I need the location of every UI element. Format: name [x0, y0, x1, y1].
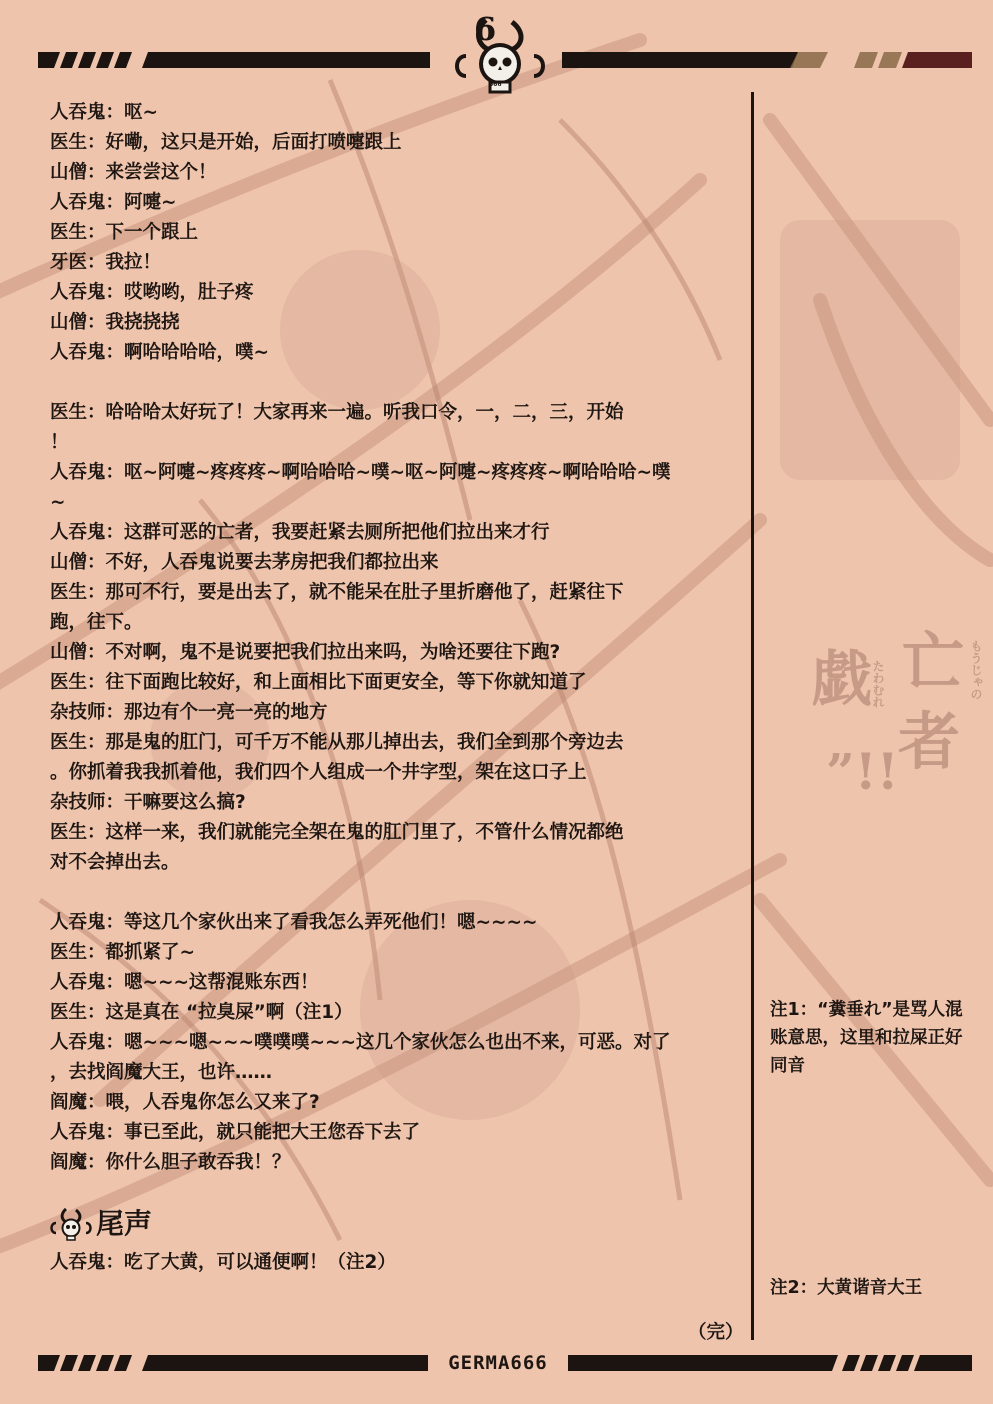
background-kanji-bou: 亡 — [902, 625, 965, 698]
page-number: 6 — [474, 10, 497, 48]
dialogue-line: 医生：这是真在 “拉臭屎”啊（注1） — [50, 1002, 353, 1023]
dialogue-line: 牙医：我拉！ — [50, 252, 162, 273]
dialogue-gap — [50, 368, 740, 398]
dialogue-line: 人吞鬼：等这几个家伙出来了看我怎么弄死他们！嗯~~~~ — [50, 912, 538, 933]
dialogue-line: 人吞鬼：嗯~~~嗯~~~噗噗噗~~~这几个家伙怎么也出不来，可恶。对了 — [50, 1032, 671, 1053]
dialogue-line: 山僧：我挠挠挠 — [50, 312, 180, 333]
background-kanji-gi: 戯 — [812, 645, 872, 715]
background-exclaim: ”!! — [826, 742, 899, 801]
dialogue-line: 杂技师：干嘛要这么搞? — [50, 792, 246, 813]
dialogue-line: 跑，往下。 — [50, 612, 143, 633]
dialogue-line: 阎魔：你什么胆子敢吞我！？ — [50, 1152, 291, 1173]
dialogue-line: ！ — [50, 432, 69, 453]
dialogue-line: ，去找阎魔大王，也许…… — [50, 1062, 273, 1083]
background-kanji-ja: 者 — [898, 705, 961, 778]
dialogue-line: 山僧：不好，人吞鬼说要去茅房把我们都拉出来 — [50, 552, 439, 573]
dialogue-line: 人吞鬼：啊哈哈哈哈，噗~ — [50, 342, 270, 363]
epilogue-title: 尾声 — [96, 1207, 153, 1240]
dialogue-line: 医生：那可不行，要是出去了，就不能呆在肚子里折磨他了，赶紧往下 — [50, 582, 624, 603]
dialogue-line: 对不会掉出去。 — [50, 852, 180, 873]
logo-label: 666 — [489, 81, 502, 88]
dialogue-line: 山僧：不对啊，鬼不是说要把我们拉出来吗，为啥还要往下跑? — [50, 642, 561, 663]
dialogue-line: ~ — [50, 492, 66, 513]
epilogue-heading — [50, 1204, 740, 1244]
background-ruby-moujya: もうじゃの — [969, 640, 983, 700]
dialogue-line: 人吞鬼：阿嚏~ — [50, 192, 177, 213]
dialogue-column — [50, 98, 740, 1278]
footer-brand: GERMA666 — [436, 1352, 560, 1374]
dialogue-line: 医生：往下面跑比较好，和上面相比下面更安全，等下你就知道了 — [50, 672, 587, 693]
footnote-1: 注1：“糞垂れ”是骂人混账意思，这里和拉屎正好同音 — [770, 1000, 963, 1076]
dialogue-line: 医生：这样一来，我们就能完全架在鬼的肛门里了，不管什么情况都绝 — [50, 822, 624, 843]
dialogue-gap — [50, 878, 740, 908]
dialogue-line: 医生：好嘞，这只是开始，后面打喷嚏跟上 — [50, 132, 402, 153]
dialogue-line: 医生：下一个跟上 — [50, 222, 199, 243]
dialogue-line: 人吞鬼：事已至此，就只能把大王您吞下去了 — [50, 1122, 421, 1143]
dialogue-line: 人吞鬼：呕~ — [50, 102, 159, 123]
dialogue-line: 医生：那是鬼的肛门，可千万不能从那儿掉出去，我们全到那个旁边去 — [50, 732, 624, 753]
epilogue-line: 人吞鬼：吃了大黄，可以通便啊！（注2） — [50, 1252, 396, 1273]
dialogue-line: 人吞鬼：呕~阿嚏~疼疼疼~啊哈哈哈~噗~呕~阿嚏~疼疼疼~啊哈哈哈~噗 — [50, 462, 671, 483]
column-divider — [751, 92, 754, 1340]
dialogue-line: 山僧：来尝尝这个！ — [50, 162, 217, 183]
footnote-2: 注2：大黄谐音大王 — [770, 1278, 923, 1298]
dialogue-line: 人吞鬼：这群可恶的亡者，我要赶紧去厕所把他们拉出来才行 — [50, 522, 550, 543]
dialogue-line: 人吞鬼：哎哟哟，肚子疼 — [50, 282, 254, 303]
dialogue-line: 医生：都抓紧了~ — [50, 942, 196, 963]
dialogue-line: 人吞鬼：嗯~~~这帮混账东西！ — [50, 972, 319, 993]
end-mark: （完） — [688, 1322, 744, 1343]
background-ruby-tawamure: たわむれ — [871, 660, 885, 708]
dialogue-line: 医生：哈哈哈太好玩了！大家再来一遍。听我口令，一，二，三，开始 — [50, 402, 624, 423]
skull-icon — [50, 1207, 92, 1241]
dialogue-line: 杂技师：那边有个一亮一亮的地方 — [50, 702, 328, 723]
dialogue-line: 阎魔：喂，人吞鬼你怎么又来了? — [50, 1092, 320, 1113]
dialogue-line: 。你抓着我我抓着他，我们四个人组成一个井字型，架在这口子上 — [50, 762, 587, 783]
